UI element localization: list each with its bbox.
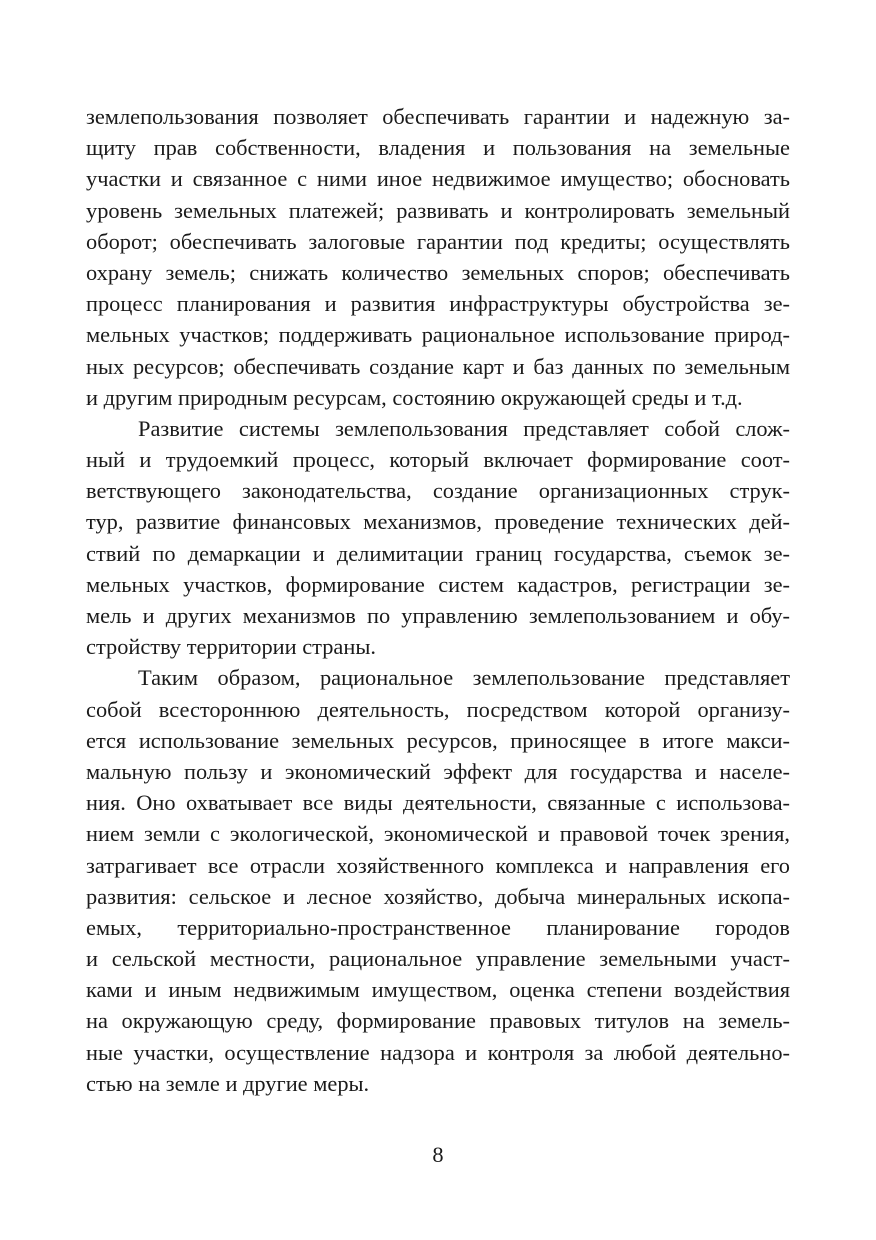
text-line: ных ресурсов; обеспечивать создание карт и баз данных по земельным (86, 353, 790, 379)
text-line: затрагивает все отрасли хозяйственного комплекса и направления его (86, 852, 790, 878)
text-line: тур, развитие финансовых механизмов, проведение технических дей- (86, 509, 790, 535)
text-line: мель и других механизмов по управлению землепользованием и обу- (86, 603, 790, 628)
text-line: и сельской местности, рациональное управление земельными участ- (86, 946, 790, 972)
paragraph (86, 101, 790, 413)
text-line: стройству территории страны. (86, 634, 376, 660)
text-line: и другим природным ресурсам, состоянию окружающей среды и т.д. (86, 384, 743, 410)
text-line: охрану земель; снижать количество земельных споров; обеспечивать (86, 259, 790, 285)
paragraph (86, 413, 790, 663)
text-line: ствий по демаркации и делимитации границ государства, съемок зе- (86, 540, 790, 566)
text-line: ками и иным недвижимым имуществом, оценка степени воздействия (86, 977, 790, 1003)
text-line: ный и трудоемкий процесс, который включает формирование соот- (86, 447, 790, 473)
text-line: собой всестороннюю деятельность, посредством которой организу- (86, 696, 790, 722)
body-text (86, 101, 790, 1099)
text-line: мельных участков, формирование систем кадастров, регистрации зе- (86, 571, 790, 597)
text-line: ветствующего законодательства, создание организационных струк- (86, 478, 790, 504)
text-line: землепользования позволяет обеспечивать гарантии и надежную за- (86, 104, 790, 129)
text-line: нием земли с экологической, экономической и правовой точек зрения, (86, 821, 790, 847)
text-line: стью на земле и другие меры. (86, 1070, 370, 1096)
text-line: щиту прав собственности, владения и пользования на земельные (86, 135, 790, 161)
text-line: емых, территориально-пространственное планирование городов (86, 914, 790, 940)
text-line: Развитие системы землепользования представляет собой слож- (138, 415, 790, 441)
text-line: ния. Оно охватывает все виды деятельности, связанные с использова- (86, 790, 790, 816)
paragraph (86, 662, 790, 1099)
text-line: развития: сельское и лесное хозяйство, добыча минеральных ископа- (86, 883, 790, 909)
text-line: процесс планирования и развития инфраструктуры обустройства зе- (86, 291, 790, 317)
text-line: на окружающую среду, формирование правовых титулов на земель- (86, 1008, 790, 1034)
text-line: ные участки, осуществление надзора и контроля за любой деятельно- (86, 1039, 790, 1065)
text-line: Таким образом, рациональное землепользование представляет (138, 665, 790, 691)
text-line: ется использование земельных ресурсов, приносящее в итоге макси- (86, 727, 790, 753)
text-line: участки и связанное с ними иное недвижимое имущество; обосновать (86, 166, 790, 192)
text-line: мальную пользу и экономический эффект для государства и населе- (86, 758, 790, 784)
text-line: оборот; обеспечивать залоговые гарантии под кредиты; осуществлять (86, 228, 790, 254)
text-line: мельных участков; поддерживать рациональное использование природ- (86, 322, 790, 348)
text-line: уровень земельных платежей; развивать и контролировать земельный (86, 197, 790, 223)
page-number: 8 (432, 1142, 444, 1167)
